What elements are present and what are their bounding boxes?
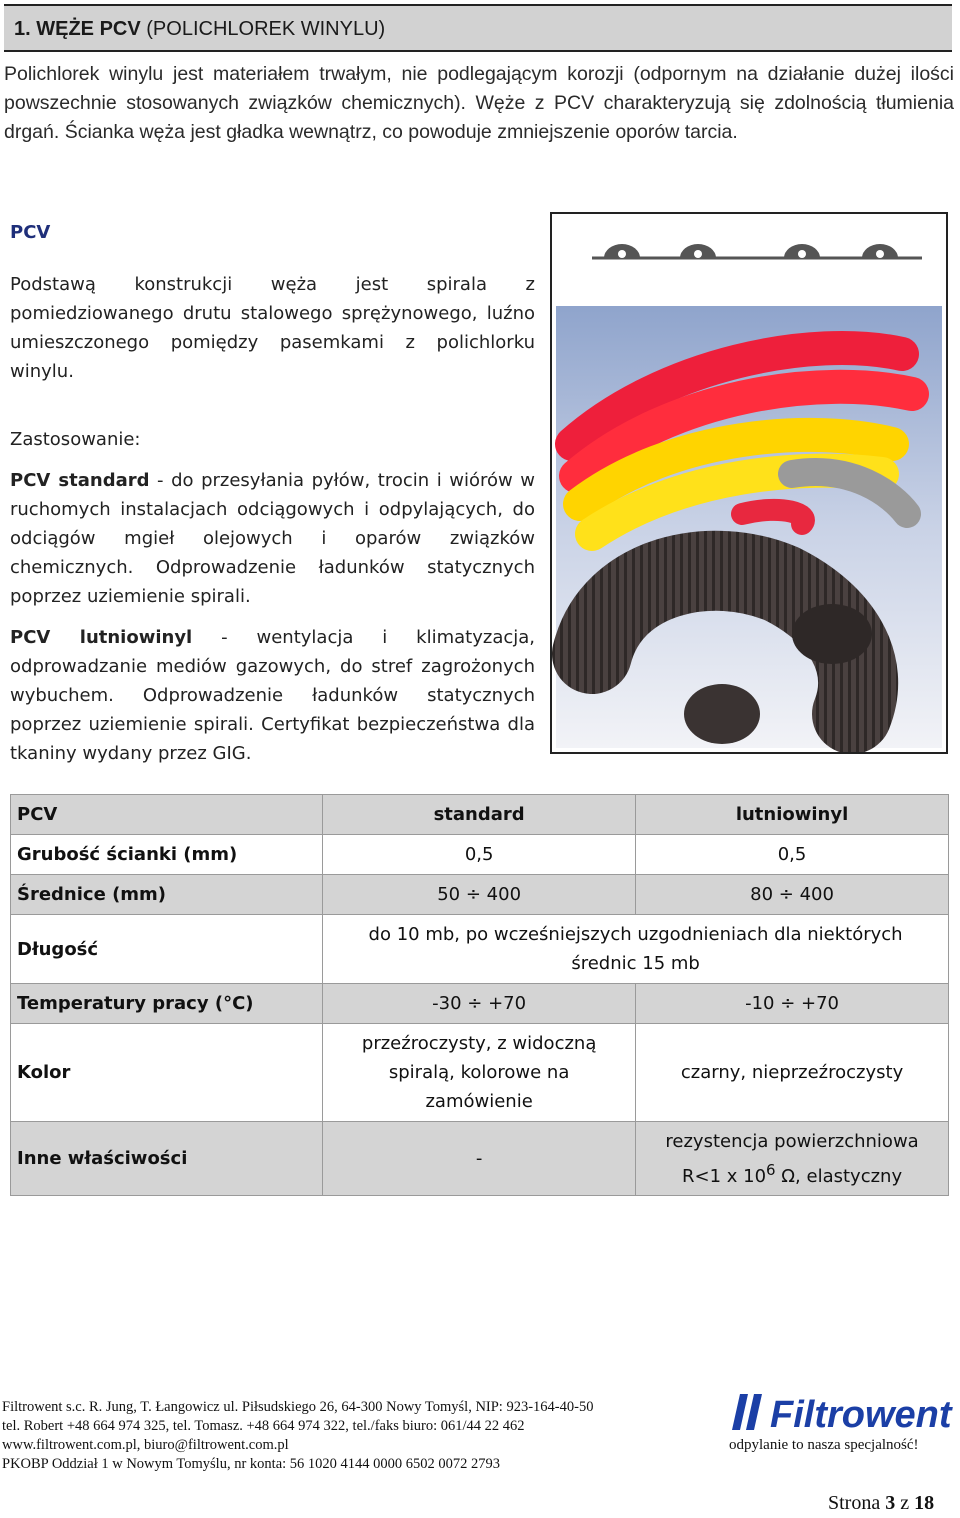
table-cell: - — [323, 1122, 636, 1196]
table-row — [11, 984, 949, 1024]
description-column — [10, 218, 535, 768]
table-cell: 0,5 — [323, 835, 636, 875]
page-total: 18 — [914, 1492, 935, 1514]
table-row — [11, 1122, 949, 1196]
pcv-heading: PCV — [10, 222, 51, 243]
length-value: do 10 mb, po wcześniejszych uzgodnieniach dla niektórych średnic 15 mb — [368, 924, 903, 974]
tagline: odpylanie to nasza specjalność! — [729, 1437, 919, 1453]
intro-paragraph: Polichlorek winylu jest materiałem trwałym, nie podlegającym korozji (odpornym na działanie dużej ilości powszechnie stosowanych związków chemicznych). Węże z PCV charakteryzują się zdolnością tłumienia drgań. Ścianka węża jest gładka wewnątrz, co powoduje zmniejszenie oporów tarcia. — [4, 63, 954, 143]
table-cell — [323, 915, 949, 984]
construction-paragraph: Podstawą konstrukcji węża jest spirala z pomiedziowanego drutu stalowego sprężynowego, luźno umieszczonego pomiędzy pasemkami z polichlorku winylu. — [10, 274, 535, 382]
table-cell: standard — [323, 795, 636, 835]
table-cell: Średnice (mm) — [11, 875, 323, 915]
table-cell: Długość — [11, 915, 323, 984]
table-cell: -10 ÷ +70 — [636, 984, 949, 1024]
standard-label: PCV standard — [10, 470, 150, 491]
section-title-bold: 1. WĘŻE PCV — [14, 18, 141, 40]
table-cell: Temperatury pracy (°C) — [11, 984, 323, 1024]
lutniowinyl-text: - wentylacja i klimatyzacja, odprowadzanie mediów gazowych, do stref zagrożonych wybuchem. Odprowadzenie ładunków statycznych poprzez uziemienie spirali. Certyfikat bezpieczeństwa dla tkaniny wydany przez GIG. — [10, 627, 535, 764]
resistance-unit: Ω, elastyczny — [775, 1165, 903, 1187]
table-row — [11, 875, 949, 915]
section-title-rest: (POLICHLOREK WINYLU) — [140, 18, 386, 40]
table-cell: -30 ÷ +70 — [323, 984, 636, 1024]
table-cell: Kolor — [11, 1024, 323, 1122]
table-cell: Inne właściwości — [11, 1122, 323, 1196]
table-cell: 0,5 — [636, 835, 949, 875]
table-cell: 50 ÷ 400 — [323, 875, 636, 915]
resistance-exponent: 6 — [766, 1160, 776, 1179]
footer-line: PKOBP Oddział 1 w Nowym Tomyślu, nr konta: 56 1020 4144 0000 6502 0072 2793 — [2, 1456, 501, 1472]
table-row — [11, 1024, 949, 1122]
standard-paragraph — [10, 466, 535, 611]
page-current: 3 — [885, 1492, 896, 1514]
table-cell: Grubość ścianki (mm) — [11, 835, 323, 875]
logo-text: Filtrowent — [770, 1394, 952, 1434]
table-cell: PCV — [11, 795, 323, 835]
table-cell: czarny, nieprzeźroczysty — [636, 1024, 949, 1122]
hoses-illustration — [552, 214, 946, 752]
standard-text: - do przesyłania pyłów, trocin i wiórów w ruchomych instalacjach odciągowych i odpylających, do odciągów mgieł olejowych i oparów związków chemicznych. Odprowadzenie ładunków statycznych poprzez uziemienie spirali. — [10, 470, 535, 607]
footer-line: Filtrowent s.c. R. Jung, T. Łangowicz ul. Piłsudskiego 26, 64-300 Nowy Tomyśl, NIP: 923-164-40-50 — [2, 1399, 594, 1415]
spec-table — [10, 794, 949, 1196]
footer-line: tel. Robert +48 664 974 325, tel. Tomasz. +48 664 974 322, tel./faks biuro: 061/44 22 462 — [2, 1418, 525, 1434]
lutniowinyl-paragraph — [10, 623, 535, 768]
table-cell — [323, 1024, 636, 1122]
page-number — [828, 1492, 934, 1515]
table-cell: 80 ÷ 400 — [636, 875, 949, 915]
filtrowent-logo — [730, 1390, 956, 1434]
table-cell — [636, 1122, 949, 1196]
resistance-line2 — [642, 1156, 942, 1191]
page-mid: z — [895, 1492, 915, 1514]
table-row — [11, 835, 949, 875]
section-header — [4, 4, 952, 52]
table-cell: lutniowinyl — [636, 795, 949, 835]
application-heading: Zastosowanie: — [10, 429, 141, 450]
color-standard: przeźroczysty, z widoczną spiralą, kolorowe na zamówienie — [361, 1033, 597, 1112]
footer-line[interactable]: www.filtrowent.com.pl, biuro@filtrowent.com.pl — [2, 1437, 289, 1453]
resistance-line1: rezystencja powierzchniowa — [665, 1130, 919, 1152]
resistance-base: R<1 x 10 — [681, 1165, 767, 1187]
table-row — [11, 795, 949, 835]
hoses-photo — [550, 212, 948, 754]
table-row — [11, 915, 949, 984]
footer-address — [2, 1398, 593, 1474]
page-prefix: Strona — [828, 1492, 886, 1514]
lutniowinyl-label: PCV lutniowinyl — [10, 627, 193, 648]
